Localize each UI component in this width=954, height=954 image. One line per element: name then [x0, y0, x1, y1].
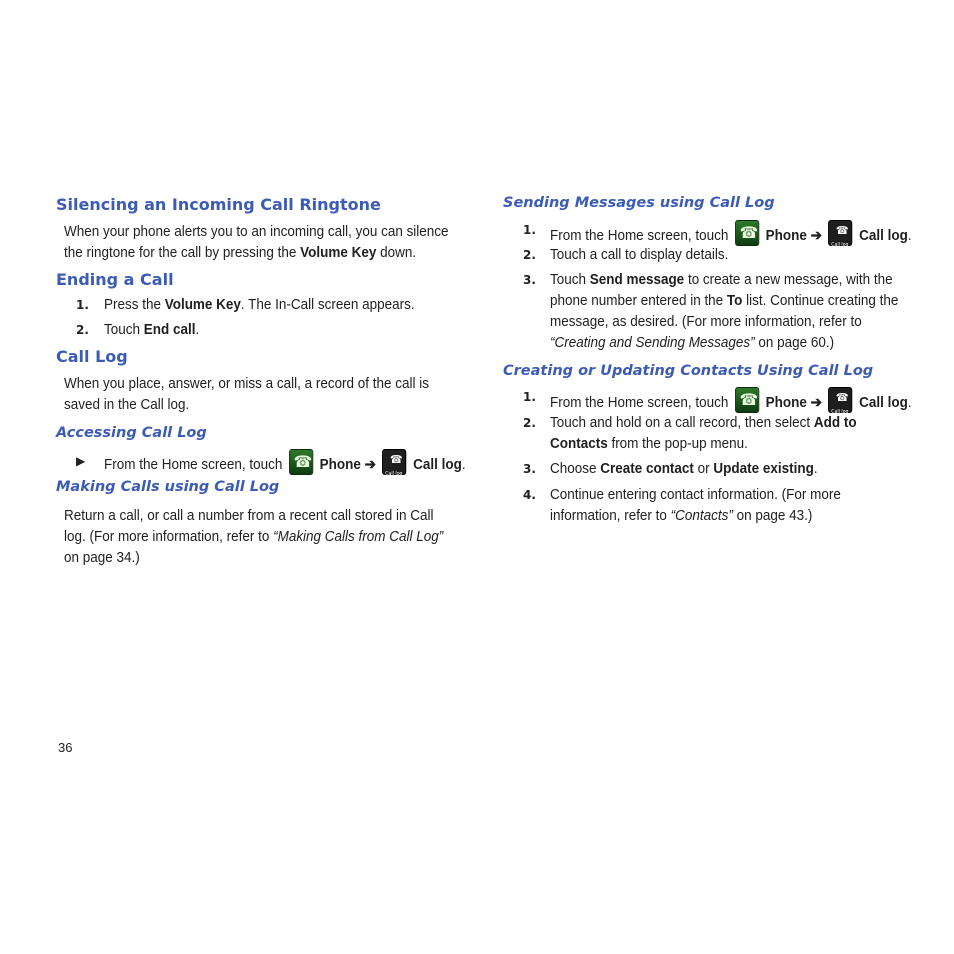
phone-icon[interactable]: [289, 449, 313, 475]
ending-step-2: Touch End call.: [104, 322, 200, 338]
heading-making: Making Calls using Call Log: [56, 479, 280, 495]
creating-step-2: Touch and hold on a call record, then select Add to Contacts from the pop-up menu.: [550, 415, 857, 452]
step-number: 2.: [523, 248, 536, 262]
heading-ending: Ending a Call: [56, 270, 174, 289]
phone-icon[interactable]: [735, 220, 759, 246]
step-number: 1.: [523, 390, 536, 404]
creating-step-1: From the Home screen, touch ☎ Phone ➔ ☎ Call log Call log.: [550, 387, 912, 414]
step-number: 3.: [523, 462, 536, 476]
making-paragraph: Return a call, or call a number from a recent call stored in Call log. (For more information, refer to “Making Calls from Call Log” on page 34.): [64, 508, 444, 566]
heading-sending: Sending Messages using Call Log: [503, 195, 775, 211]
step-number: 2.: [523, 416, 536, 430]
ending-step-1: Press the Volume Key. The In-Call screen appears.: [104, 297, 415, 313]
call-log-icon[interactable]: [828, 220, 852, 246]
sending-step-2: Touch a call to display details.: [550, 247, 729, 263]
page-number: 36: [58, 740, 73, 755]
call-log-icon[interactable]: [828, 387, 852, 413]
creating-step-4: Continue entering contact information. (For more information, refer to “Contacts” on page 43.): [550, 487, 841, 524]
accessing-step: From the Home screen, touch ☎ Phone ➔ ☎ Call log Call log.: [104, 449, 466, 476]
step-number: 1.: [76, 298, 89, 312]
creating-step-3: Choose Create contact or Update existing.: [550, 461, 818, 477]
bullet-arrow: ▶: [76, 454, 86, 468]
call-log-paragraph: When you place, answer, or miss a call, a record of the call is saved in the Call log.: [64, 376, 430, 413]
silencing-paragraph: When your phone alerts you to an incoming call, you can silence the ringtone for the call by pressing the Volume Key down.: [64, 224, 449, 261]
step-number: 1.: [523, 223, 536, 237]
step-number: 2.: [76, 323, 89, 337]
call-log-icon[interactable]: [382, 449, 406, 475]
sending-step-3: Touch Send message to create a new message, with the phone number entered in the To list. Continue creating the message, as desired. (For more information, refer to “Creating and Sending Messages” on page 60.): [550, 272, 899, 351]
step-number: 4.: [523, 488, 536, 502]
phone-icon[interactable]: [735, 387, 759, 413]
heading-creating: Creating or Updating Contacts Using Call Log: [503, 363, 874, 379]
sending-step-1: From the Home screen, touch ☎ Phone ➔ ☎ Call log Call log.: [550, 220, 912, 247]
heading-accessing: Accessing Call Log: [56, 425, 207, 441]
step-number: 3.: [523, 273, 536, 287]
heading-call-log: Call Log: [56, 347, 128, 366]
heading-silencing: Silencing an Incoming Call Ringtone: [56, 195, 381, 214]
